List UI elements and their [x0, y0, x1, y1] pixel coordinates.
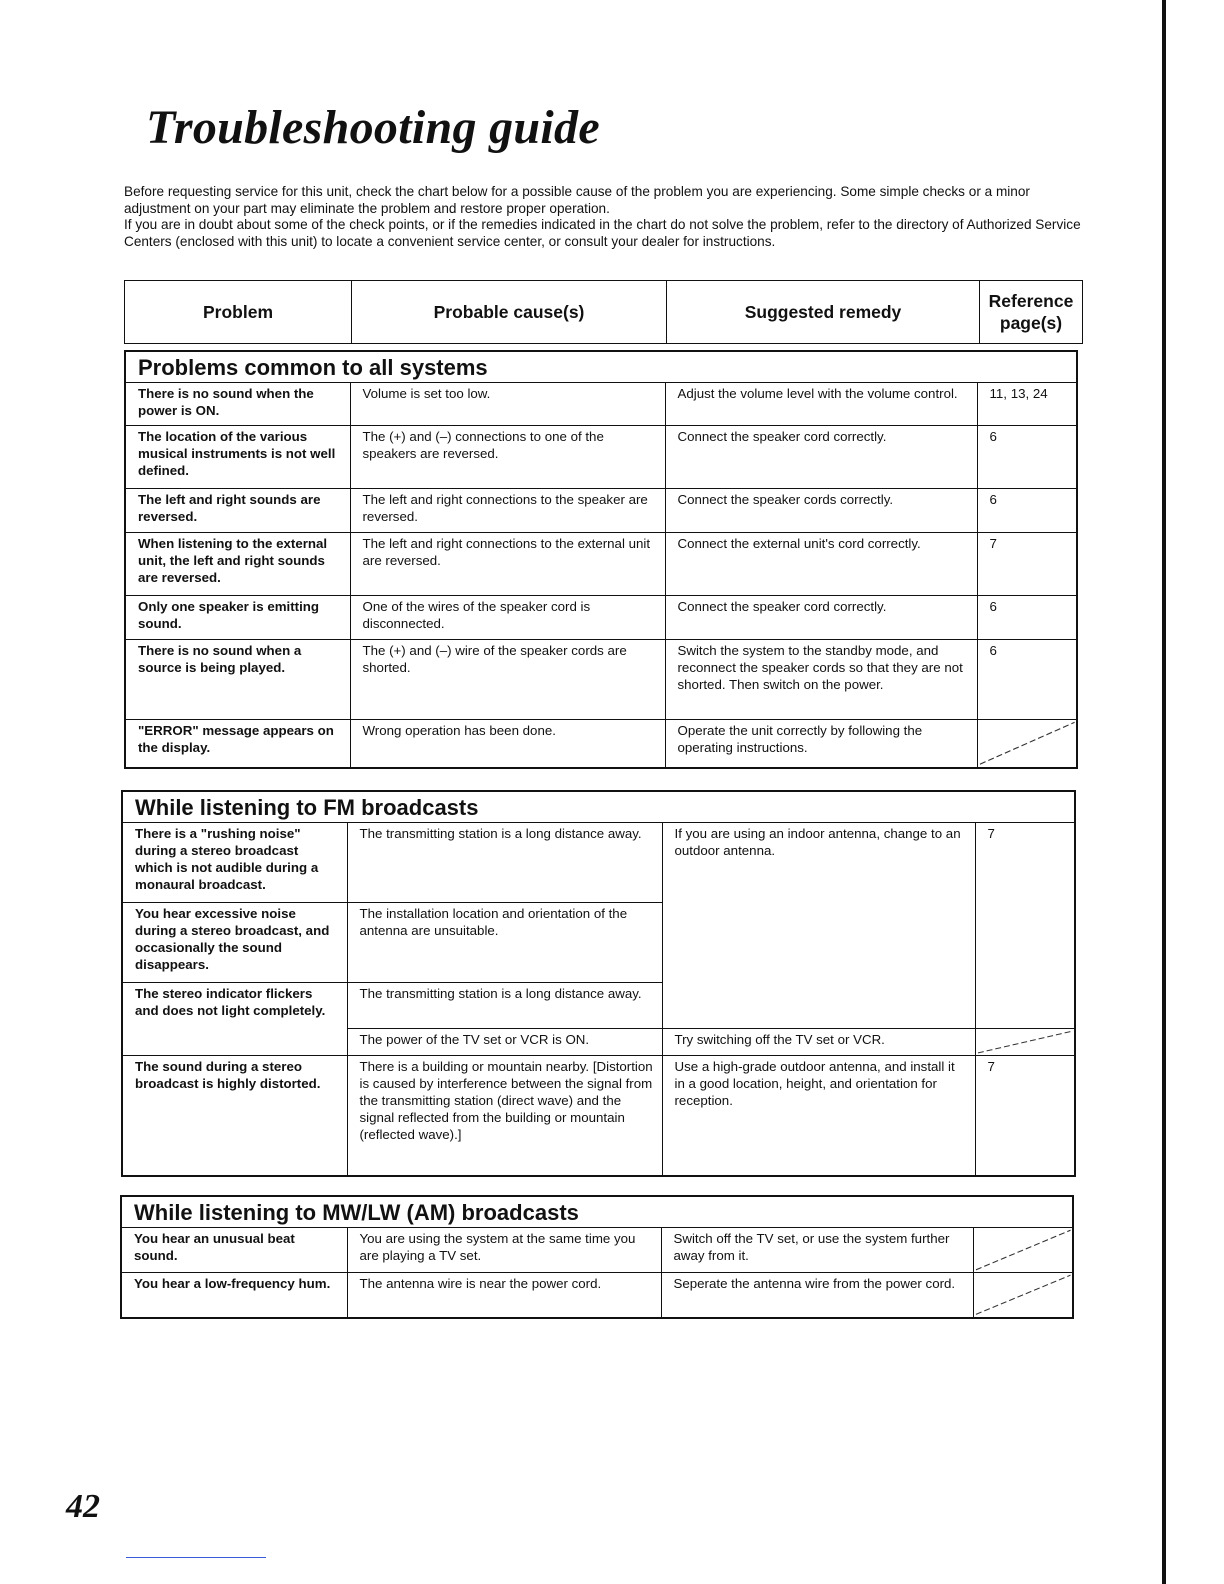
intro-text [124, 184, 1084, 250]
problem-cell: The location of the various musical instruments is not well defined. [125, 426, 350, 489]
page-title: Troubleshooting guide [146, 101, 600, 154]
cause-cell: The installation location and orientation of the antenna are unsuitable. [347, 903, 662, 983]
cause-cell: The transmitting station is a long distance away. [347, 823, 662, 903]
remedy-cell: Connect the speaker cords correctly. [665, 489, 977, 533]
header-cause: Probable cause(s) [352, 281, 667, 344]
problem-cell: Only one speaker is emitting sound. [125, 596, 350, 640]
cause-cell: The (+) and (–) wire of the speaker cords are shorted. [350, 640, 665, 720]
remedy-cell: Seperate the antenna wire from the power cord. [661, 1273, 973, 1318]
problem-cell: "ERROR" message appears on the display. [125, 720, 350, 768]
footer-line [126, 1557, 266, 1558]
remedy-cell: Connect the speaker cord correctly. [665, 596, 977, 640]
cause-cell: There is a building or mountain nearby. [Distortion is caused by interference between the signal from the transmitting station (direct wave) and the signal reflected from the building or mountain (reflected wave).] [347, 1056, 662, 1176]
cause-cell: You are using the system at the same time you are playing a TV set. [347, 1228, 661, 1273]
problem-cell: You hear excessive noise during a stereo broadcast, and occasionally the sound disappears. [122, 903, 347, 983]
remedy-cell: Switch the system to the standby mode, and reconnect the speaker cords so that they are not shorted. Then switch on the power. [665, 640, 977, 720]
problem-cell: The stereo indicator flickers and does not light completely. [122, 983, 347, 1056]
reference-cell: 7 [975, 823, 1075, 1029]
table-row [122, 823, 1075, 903]
table-row [125, 596, 1077, 640]
remedy-cell: Try switching off the TV set or VCR. [662, 1029, 975, 1056]
cause-cell: The antenna wire is near the power cord. [347, 1273, 661, 1318]
reference-cell: 6 [977, 489, 1077, 533]
diagonal-slash-icon [976, 1029, 1075, 1055]
reference-cell-not-applicable [975, 1029, 1075, 1056]
reference-cell-not-applicable [977, 720, 1077, 768]
remedy-cell: Connect the speaker cord correctly. [665, 426, 977, 489]
intro-paragraph-1: Before requesting service for this unit, check the chart below for a possible cause of the problem you are experiencing. Some simple checks or a minor adjustment on your part may eliminate the problem and restore proper operation. [124, 184, 1030, 216]
page-number: 42 [66, 1488, 100, 1525]
cause-cell: Wrong operation has been done. [350, 720, 665, 768]
section-title: Problems common to all systems [125, 351, 1077, 383]
intro-paragraph-2: If you are in doubt about some of the check points, or if the remedies indicated in the chart do not solve the problem, refer to the directory of Authorized Service Centers (enclosed with this unit) to locate a convenient service center, or consult your dealer for instructions. [124, 217, 1081, 249]
remedy-cell: Adjust the volume level with the volume control. [665, 383, 977, 426]
problem-cell: There is no sound when the power is ON. [125, 383, 350, 426]
table-row [121, 1228, 1073, 1273]
cause-cell: The transmitting station is a long distance away. [347, 983, 662, 1029]
table-row [125, 426, 1077, 489]
problem-cell: The sound during a stereo broadcast is highly distorted. [122, 1056, 347, 1176]
section-common-problems [124, 350, 1078, 769]
reference-cell-not-applicable [973, 1228, 1073, 1273]
page-edge-rule [1162, 0, 1166, 1584]
cause-cell: Volume is set too low. [350, 383, 665, 426]
diagonal-slash-icon [978, 720, 1077, 767]
table-row [125, 489, 1077, 533]
cause-cell: The power of the TV set or VCR is ON. [347, 1029, 662, 1056]
header-remedy: Suggested remedy [667, 281, 980, 344]
diagonal-slash-icon [974, 1273, 1073, 1317]
problem-cell: You hear an unusual beat sound. [121, 1228, 347, 1273]
reference-cell: 6 [977, 596, 1077, 640]
section-am-broadcasts [120, 1195, 1074, 1319]
problem-cell: The left and right sounds are reversed. [125, 489, 350, 533]
cause-cell: One of the wires of the speaker cord is disconnected. [350, 596, 665, 640]
diagonal-slash-icon [974, 1228, 1073, 1272]
problem-cell: There is no sound when a source is being played. [125, 640, 350, 720]
reference-cell: 11, 13, 24 [977, 383, 1077, 426]
reference-cell: 6 [977, 640, 1077, 720]
table-row [125, 383, 1077, 426]
remedy-cell: Switch off the TV set, or use the system further away from it. [661, 1228, 973, 1273]
section-title: While listening to MW/LW (AM) broadcasts [121, 1196, 1073, 1228]
table-row [125, 640, 1077, 720]
remedy-cell: Use a high-grade outdoor antenna, and install it in a good location, height, and orientation for reception. [662, 1056, 975, 1176]
remedy-cell: If you are using an indoor antenna, change to an outdoor antenna. [662, 823, 975, 1029]
table-row [125, 720, 1077, 768]
reference-cell: 7 [975, 1056, 1075, 1176]
table-row [121, 1273, 1073, 1318]
header-problem: Problem [125, 281, 352, 344]
problem-cell: There is a "rushing noise" during a stereo broadcast which is not audible during a monaural broadcast. [122, 823, 347, 903]
cause-cell: The left and right connections to the speaker are reversed. [350, 489, 665, 533]
remedy-cell: Operate the unit correctly by following the operating instructions. [665, 720, 977, 768]
table-row [125, 533, 1077, 596]
section-fm-broadcasts [121, 790, 1076, 1177]
cause-cell: The left and right connections to the external unit are reversed. [350, 533, 665, 596]
reference-cell: 7 [977, 533, 1077, 596]
remedy-cell: Connect the external unit's cord correctly. [665, 533, 977, 596]
reference-cell: 6 [977, 426, 1077, 489]
column-header-table [124, 280, 1083, 344]
cause-cell: The (+) and (–) connections to one of the speakers are reversed. [350, 426, 665, 489]
problem-cell: You hear a low-frequency hum. [121, 1273, 347, 1318]
table-row [122, 1056, 1075, 1176]
section-title: While listening to FM broadcasts [122, 791, 1075, 823]
problem-cell: When listening to the external unit, the left and right sounds are reversed. [125, 533, 350, 596]
reference-cell-not-applicable [973, 1273, 1073, 1318]
header-reference: Reference page(s) [980, 281, 1083, 344]
